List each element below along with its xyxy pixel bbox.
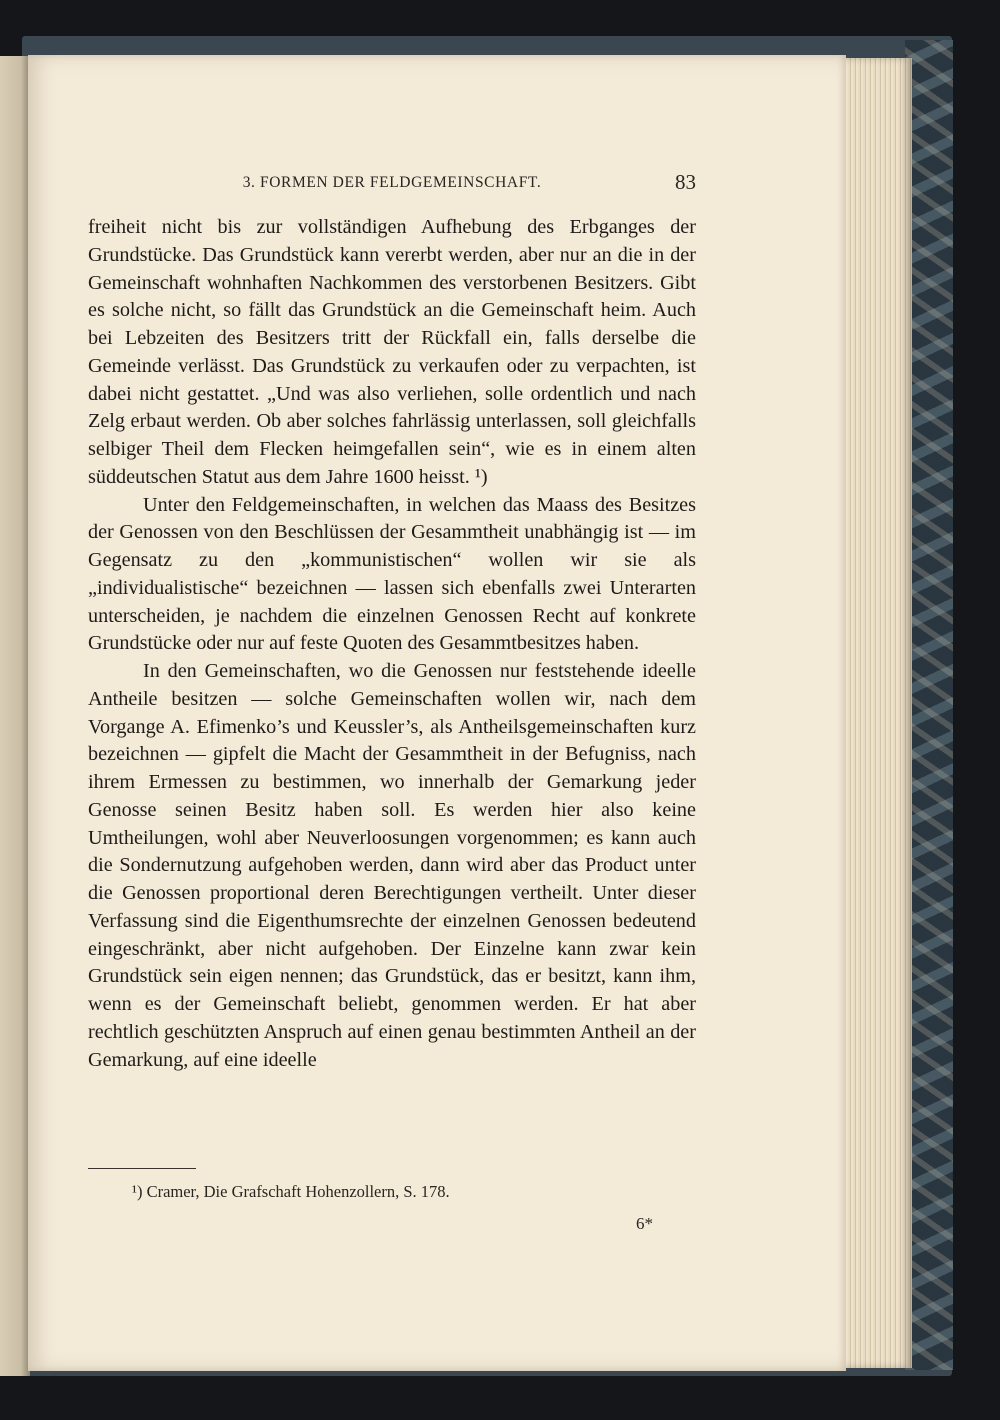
page-stack-edge: [838, 58, 912, 1368]
page-header: [88, 170, 696, 196]
running-head: 3. FORMEN DER FELDGEMEINSCHAFT.: [242, 174, 542, 191]
page-number: 83: [675, 170, 696, 194]
paragraph: Unter den Feldgemeinschaften, in welchen das Maass des Besitzes der Genossen von den Beschlüssen der Gesammtheit unabhängig ist — im Gegensatz zu den „kommunistischen“ wollen wir sie als „individualistische“ bezeichnen — lassen sich ebenfalls zwei Unterarten unterscheiden, je nachdem die einzelnen Genossen Recht auf konkrete Grundstücke oder nur auf feste Quoten des Gesammtbesitzes haben.: [88, 493, 696, 655]
facing-page-edge: [0, 56, 30, 1376]
paragraph: In den Gemeinschaften, wo die Genossen nur feststehende ideelle Antheile besitzen — solche Gemeinschaften wollen wir, nach dem Vorgange A. Efimenko’s und Keussler’s, als Antheilsgemeinschaften kurz bezeichnen — gipfelt die Macht der Gesammtheit in der Befugniss, nach ihrem Ermessen zu bestimmen, wo innerhalb der Gemarkung jeder Genosse seinen Besitz haben soll. Es werden hier also keine Umtheilungen, wohl aber Neuverloosungen vorgenommen; es kann auch die Sondernutzung aufgehoben werden, dann wird aber das Product unter die Genossen proportional deren Berechtigungen vertheilt. Unter dieser Verfassung sind die Eigenthumsrechte der einzelnen Genossen bedeutend eingeschränkt, aber nicht aufgehoben. Der Einzelne kann zwar kein Grundstück sein eigen nennen; das Grundstück, das er besitzt, kann ihm, wenn es der Gemeinschaft beliebt, genommen werden. Er hat aber rechtlich geschützten Anspruch auf einen genau bestimmten Antheil an der Gemarkung, auf eine ideelle: [88, 660, 696, 1071]
paragraph: freiheit nicht bis zur vollständigen Aufhebung des Erbganges der Grundstücke. Das Grundstück kann vererbt werden, aber nur an die in der Gemeinschaft wohnhaften Nachkommen des verstorbenen Besitzers. Gibt es solche nicht, so fällt das Grundstück an die Gemeinschaft heim. Auch bei Lebzeiten des Besitzers tritt der Rückfall ein, falls derselbe die Gemeinde verlässt. Das Grundstück zu verkaufen oder zu verpachten, ist dabei nicht gestattet. „Und was also verliehen, solle ordentlich und nach Zelg erbaut werden. Ob aber solches fahrlässig unterlassen, soll gleichfalls selbiger Theil dem Flecken heimgefallen sein“, wie es in einem alten süddeutschen Statut aus dem Jahre 1600 heisst. ¹): [88, 216, 696, 488]
footnote: ¹) Cramer, Die Grafschaft Hohenzollern, S. 178.: [132, 1182, 450, 1201]
marbled-edge: [905, 40, 953, 1370]
body-text: [88, 214, 696, 1074]
signature-mark: 6*: [636, 1214, 653, 1233]
footnote-rule: [88, 1168, 196, 1169]
